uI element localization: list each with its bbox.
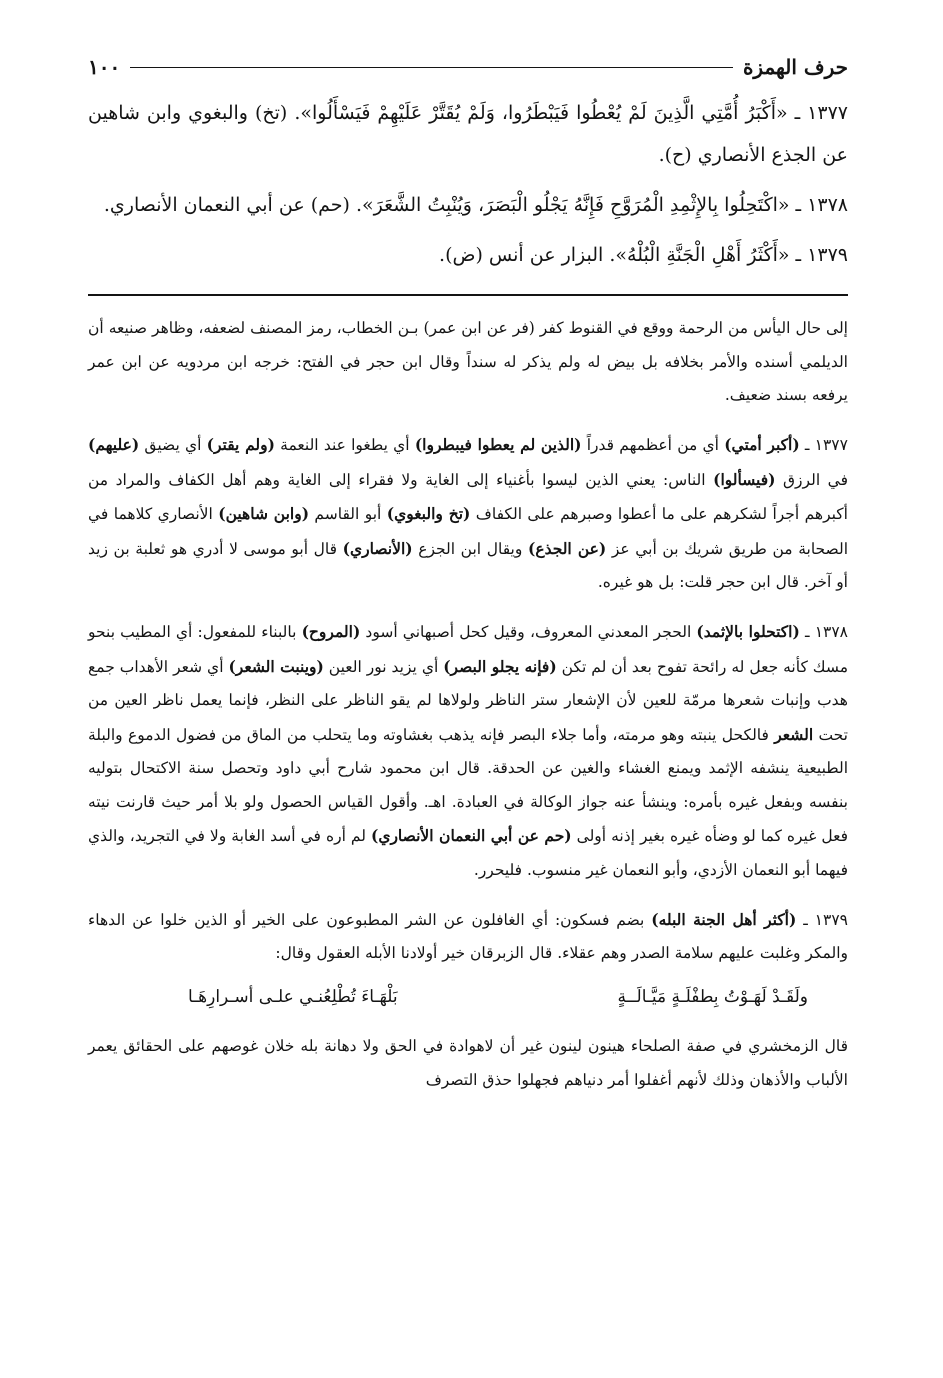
- entry-number: ١٣٧٨ ـ: [799, 623, 848, 641]
- lemma: (اكتحلوا بالإثمد): [696, 622, 800, 641]
- commentary-text: الحجر المعدني المعروف، وقيل كحل أصبهاني أسود: [360, 623, 697, 641]
- entry-number: ١٣٧٧ ـ: [799, 436, 848, 454]
- commentary-text: أي يضيق: [139, 436, 207, 454]
- commentary-text: أي شعر الأهداب جمع هدب وإنبات شعرها مرمّة للعين لأن الإشعار ستر الناظر ولولاها لم يقو الناظر على النظر، فإنما يعمل ناظر العين من تحت: [88, 657, 848, 744]
- lemma: (الذين لم يعطوا فيبطروا): [414, 435, 582, 454]
- commentary-zamakhshari: قال الزمخشري في صفة الصلحاء هينون لينون غير أن لاهوادة في الحق ولا دهانة بله خلان غوصهم على الحقائق يعمر الألباب والأذهان وذلك لأنهم أغفلوا أمر دنياهم فجهلوا حذق التصرف: [88, 1037, 848, 1089]
- verse-first-hemistich: ولَقَـدْ لَهَـوْتُ بِطفْلَـةٍ مَيَّـالَــةٍ: [617, 986, 808, 1007]
- header-rule: [130, 67, 733, 68]
- lemma: الشعر: [774, 724, 814, 744]
- lemma: (حم عن أبي النعمان الأنصاري): [370, 826, 572, 845]
- commentary-continuation: إلى حال اليأس من الرحمة ووقع في القنوط كفر (فر عن ابن عمر) بـن الخطاب، رمز المصنف لضعفه، وظاهر صنيعه أن الديلمي أسنده والأمر بخلافه بل بيض له ولم يذكر له سنداً وقال ابن حجر في الفتح: خرجه ابن مردويه عن ابن عمر يرفعه بسند ضعيف.: [88, 319, 848, 404]
- commentary-text: ويقال ابن الجزع: [412, 539, 528, 558]
- verse-second-hemistich: بَلْهَـاءَ تُطْلِعُنـي علـى أسـرارِهَـا: [188, 986, 398, 1007]
- book-page: [88, 52, 848, 1105]
- hadith-1379: ١٣٧٩ ـ «أَكْثَرُ أَهْلِ الْجَنَّةِ الْبُلْهُ». البزار عن أنس (ض).: [439, 244, 848, 266]
- commentary-text: الأنصاري كلاهما في الصحابة من طريق شريك بن أبي عز: [88, 505, 849, 558]
- commentary-text: الناس: يعني الذين ليسوا بأغنياء إلى الغاية ولا فقراء إلى الغاية وهم أهل الكفاف والمراد من أكبرهم أجراً لشكرهم على ما أعطوا وصبرهم على الكفاف: [88, 470, 848, 523]
- lemma: (وينبت الشعر): [228, 656, 324, 676]
- commentary-text: أبو القاسم: [309, 505, 387, 523]
- lemma: (أكبر أمتي): [724, 435, 800, 454]
- lemma: (المروح): [301, 622, 361, 641]
- lemma: (ولم يقتر): [206, 435, 275, 454]
- entry-number: ١٣٧٩ ـ: [796, 910, 848, 929]
- footnote-separator: [88, 294, 848, 296]
- section-title: حرف الهمزة: [742, 55, 848, 79]
- lemma: (الأنصاري): [342, 538, 413, 558]
- commentary-text: أي يزيد نور العين: [323, 657, 444, 676]
- commentary-text: في الرزق: [775, 470, 849, 489]
- page-number: ١٠٠: [88, 55, 121, 79]
- lemma: (تخ والبغوي): [386, 504, 471, 523]
- lemma: (فيسألوا): [713, 469, 776, 489]
- commentary-text: بالبناء للمفعول: أي المطيب بنحو مسك كأنه جعل له رائحة تفوح بعد أن لم تكن: [88, 623, 848, 676]
- hadith-1377: ١٣٧٧ ـ «أَكْبَرُ أُمَّتِي الَّذِينَ لَمْ يُعْطُوا فَيَبْطَرُوا، وَلَمْ يُقَتَّرْ عَلَيْهِمْ فَيَسْأَلُوا». (تخ) والبغوي وابن شاهين عن الجذع الأنصاري (ح).: [88, 102, 848, 166]
- commentary-text: لم أره في أسد الغابة ولا في التجريد، والذي فيهما أبو النعمان الأزدي، وأبو النعمان غير منسوب. فليحرر.: [88, 827, 848, 879]
- commentary-1379: [88, 903, 848, 971]
- commentary-1377: [88, 428, 848, 600]
- commentary-text: فالكحل ينبته وهو مرمته، وأما جلاء البصر فإنه يذهب بغشاوته وما يتحلب من الماق من فضول الدموع والبلة الطبيعية ينشفه الإثمد ويمنع الغشاء والغين عن الحدقة. قال ابن محمود شارح أبي داود وتحصل سنة الاكتحال بتوليه بنفسه وبفعل غيره بأمره: وينشأ عنه جواز الوكالة في العبادة. اهـ. وأقول القياس الحصول ولو بلا أمر حيث قارنت نيته فعل غيره كما لو وضأه غيره بغير إذنه أولى: [88, 725, 848, 845]
- lemma: (وابن شاهين): [218, 504, 310, 523]
- poetry-verse: [88, 979, 848, 1015]
- commentary-1378: [88, 615, 848, 887]
- commentary-text: أي من أعظمهم قدراً: [581, 436, 725, 454]
- running-head: [88, 52, 848, 82]
- lemma: (فإنه يجلو البصر): [443, 656, 557, 676]
- commentary-text: أي يطغوا عند النعمة: [274, 436, 415, 454]
- commentary-text: بضم فسكون: أي الغافلون عن الشر المطبوعون على الخير أو الذين خلوا عن الدهاء والمكر وغلبت عليهم سلامة الصدر وهم عقلاء. قال الزبرقان خير أولادنا الأبله العقول وقال:: [88, 910, 848, 962]
- lemma: (أكثر أهل الجنة البله): [651, 909, 797, 929]
- lemma: (عليهم): [88, 435, 140, 454]
- hadith-1378: ١٣٧٨ ـ «اكْتَحِلُوا بِالإِثْمِدِ الْمُرَوَّحِ فَإِنَّهُ يَجْلُو الْبَصَرَ، وَيُنْبِتُ الشَّعَرَ». (حم) عن أبي النعمان الأنصاري.: [103, 194, 848, 216]
- lemma: (عن الجذع): [527, 538, 607, 558]
- commentary-text: قال أبو موسى لا أدري هو ثعلبة بن زيد أو آخر. قال ابن حجر قلت: بل هو غيره.: [88, 539, 848, 591]
